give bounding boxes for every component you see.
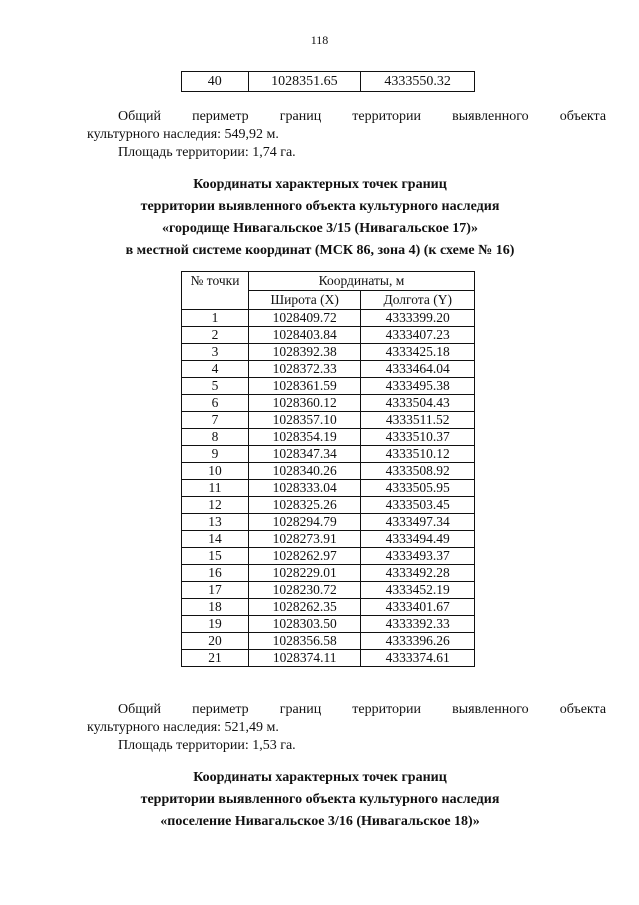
table-row xyxy=(182,344,475,361)
point-number-cell: 4 xyxy=(182,361,249,378)
section-heading-1: Координаты характерных точек границ территории выявленного объекта культурного наследия «городище Нивагальское 3/15 (Нивагальское 17)» в местной системе координат (МСК 86, зона 4) (к схеме № 16) xyxy=(125,177,515,258)
longitude-cell: 4333510.37 xyxy=(361,429,475,446)
section-heading-2: Координаты характерных точек границ территории выявленного объекта культурного наследия «поселение Нивагальское 3/16 (Нивагальское 18)» xyxy=(140,770,500,829)
table-row xyxy=(182,72,475,92)
longitude-cell: 4333495.38 xyxy=(361,378,475,395)
latitude-cell: 1028357.10 xyxy=(248,412,361,429)
longitude-cell: 4333399.20 xyxy=(361,310,475,327)
latitude-cell: 1028403.84 xyxy=(248,327,361,344)
table-row xyxy=(182,616,475,633)
point-number-cell: 1 xyxy=(182,310,249,327)
longitude-cell: 4333425.18 xyxy=(361,344,475,361)
latitude-cell: 1028354.19 xyxy=(248,429,361,446)
point-number-cell: 3 xyxy=(182,344,249,361)
point-number-cell: 14 xyxy=(182,531,249,548)
longitude-cell: 4333464.04 xyxy=(361,361,475,378)
page-number: 118 xyxy=(310,33,329,47)
header-coordinates: Координаты, м xyxy=(248,272,474,291)
latitude-cell: 1028262.97 xyxy=(248,548,361,565)
point-number-cell: 12 xyxy=(182,497,249,514)
latitude-cell: 1028356.58 xyxy=(248,633,361,650)
longitude-cell: 4333396.26 xyxy=(361,633,475,650)
table-row xyxy=(182,480,475,497)
latitude-cell: 1028229.01 xyxy=(248,565,361,582)
perimeter-text-1-cont: культурного наследия: 549,92 м. xyxy=(87,127,279,142)
table-row xyxy=(182,582,475,599)
point-number-cell: 5 xyxy=(182,378,249,395)
latitude-cell: 1028409.72 xyxy=(248,310,361,327)
longitude-cell: 4333508.92 xyxy=(361,463,475,480)
latitude-cell: 1028273.91 xyxy=(248,531,361,548)
table-header-row xyxy=(182,272,475,291)
latitude-cell: 1028340.26 xyxy=(248,463,361,480)
point-number-cell: 18 xyxy=(182,599,249,616)
area-text-2: Площадь территории: 1,53 га. xyxy=(118,738,296,753)
table-row xyxy=(182,548,475,565)
longitude-cell: 4333497.34 xyxy=(361,514,475,531)
point-number-cell: 6 xyxy=(182,395,249,412)
latitude-cell: 1028294.79 xyxy=(248,514,361,531)
perimeter-text-2: Общий периметр границ территории выявленного объекта xyxy=(118,702,607,717)
point-number-cell: 20 xyxy=(182,633,249,650)
longitude-cell: 4333504.43 xyxy=(361,395,475,412)
longitude-cell: 4333452.19 xyxy=(361,582,475,599)
table-row xyxy=(182,599,475,616)
longitude-cell: 4333392.33 xyxy=(361,616,475,633)
table-row xyxy=(182,650,475,667)
point-number-cell: 2 xyxy=(182,327,249,344)
point-number-cell: 16 xyxy=(182,565,249,582)
latitude-cell: 1028360.12 xyxy=(248,395,361,412)
header-latitude: Широта (X) xyxy=(248,291,361,310)
longitude-cell: 4333550.32 xyxy=(361,72,475,92)
longitude-cell: 4333511.52 xyxy=(361,412,475,429)
longitude-cell: 4333492.28 xyxy=(361,565,475,582)
point-number-cell: 19 xyxy=(182,616,249,633)
header-point: № точки xyxy=(182,272,249,310)
latitude-cell: 1028230.72 xyxy=(248,582,361,599)
perimeter-text-1: Общий периметр границ территории выявленного объекта xyxy=(118,109,607,124)
point-number-cell: 11 xyxy=(182,480,249,497)
table-row xyxy=(182,412,475,429)
area-text-1: Площадь территории: 1,74 га. xyxy=(118,145,296,160)
longitude-cell: 4333510.12 xyxy=(361,446,475,463)
latitude-cell: 1028361.59 xyxy=(248,378,361,395)
table-row xyxy=(182,310,475,327)
longitude-cell: 4333503.45 xyxy=(361,497,475,514)
table-row xyxy=(182,327,475,344)
latitude-cell: 1028351.65 xyxy=(248,72,361,92)
latitude-cell: 1028262.35 xyxy=(248,599,361,616)
longitude-cell: 4333494.49 xyxy=(361,531,475,548)
table-row xyxy=(182,514,475,531)
point-number-cell: 15 xyxy=(182,548,249,565)
longitude-cell: 4333407.23 xyxy=(361,327,475,344)
point-number-cell: 9 xyxy=(182,446,249,463)
point-number-cell: 8 xyxy=(182,429,249,446)
latitude-cell: 1028347.34 xyxy=(248,446,361,463)
longitude-cell: 4333493.37 xyxy=(361,548,475,565)
table-row xyxy=(182,446,475,463)
longitude-cell: 4333505.95 xyxy=(361,480,475,497)
continuation-table xyxy=(181,71,475,92)
table-row xyxy=(182,395,475,412)
table-row xyxy=(182,429,475,446)
latitude-cell: 1028392.38 xyxy=(248,344,361,361)
latitude-cell: 1028374.11 xyxy=(248,650,361,667)
longitude-cell: 4333401.67 xyxy=(361,599,475,616)
table-row xyxy=(182,378,475,395)
point-number-cell: 10 xyxy=(182,463,249,480)
point-number-cell: 40 xyxy=(182,72,249,92)
point-number-cell: 13 xyxy=(182,514,249,531)
table-row xyxy=(182,531,475,548)
latitude-cell: 1028333.04 xyxy=(248,480,361,497)
latitude-cell: 1028372.33 xyxy=(248,361,361,378)
table-row xyxy=(182,361,475,378)
table-row xyxy=(182,497,475,514)
point-number-cell: 17 xyxy=(182,582,249,599)
table-row xyxy=(182,633,475,650)
table-row xyxy=(182,463,475,480)
longitude-cell: 4333374.61 xyxy=(361,650,475,667)
latitude-cell: 1028325.26 xyxy=(248,497,361,514)
latitude-cell: 1028303.50 xyxy=(248,616,361,633)
perimeter-text-2-cont: культурного наследия: 521,49 м. xyxy=(87,720,279,735)
coordinates-table xyxy=(181,271,475,667)
header-longitude: Долгота (Y) xyxy=(361,291,475,310)
point-number-cell: 7 xyxy=(182,412,249,429)
table-row xyxy=(182,565,475,582)
point-number-cell: 21 xyxy=(182,650,249,667)
